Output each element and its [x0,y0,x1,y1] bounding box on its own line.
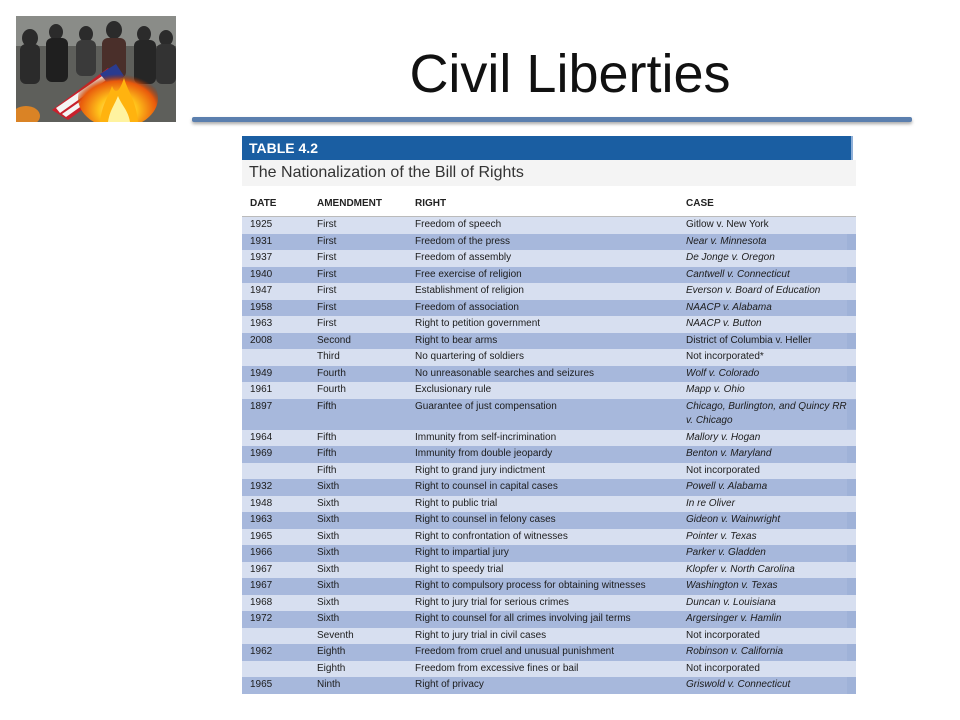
cell-case: Powell v. Alabama [686,481,768,492]
slide-title: Civil Liberties [409,44,731,104]
cell-case: NAACP v. Alabama [686,301,772,313]
cell-amendment: First [317,285,337,296]
cell-case: Washington v. Texas [686,580,778,591]
table-row [242,479,856,496]
cell-right: Right to jury trial in civil cases [415,629,547,641]
cell-right: Freedom of association [415,301,519,313]
title-underline [192,117,912,122]
row-edge [847,250,856,267]
cell-date: 1964 [250,431,273,443]
cell-amendment: First [317,252,337,263]
row-edge [847,578,856,595]
table-number: TABLE 4.2 [242,136,853,160]
table-row [242,611,856,628]
cell-amendment: Sixth [317,580,340,591]
cell-amendment: Sixth [317,497,340,509]
row-edge [847,529,856,546]
cell-amendment: Fourth [317,367,346,379]
cell-right: No quartering of soldiers [415,351,524,362]
cell-case: Gitlow v. New York [686,219,769,230]
row-edge [847,430,856,447]
cell-case: Parker v. Gladden [686,547,766,558]
cell-date: 1967 [250,563,273,575]
cell-right: Right to bear arms [415,334,498,346]
cell-date: 1965 [250,679,273,690]
table-row [242,316,856,333]
cell-amendment: First [317,219,337,230]
cell-amendment: First [317,318,337,329]
table-row [242,446,856,463]
cell-right: Right to jury trial for serious crimes [415,596,569,608]
cell-date [242,628,311,645]
cell-date [242,661,311,678]
row-edge [847,333,856,350]
cell-date: 1931 [250,235,273,247]
table-title: The Nationalization of the Bill of Rights [242,160,856,186]
cell-right: Right to counsel in capital cases [415,481,558,492]
cell-case: Pointer v. Texas [686,530,757,542]
cell-case: De Jonge v. Oregon [686,252,775,263]
header-case: CASE [686,198,714,209]
cell-right: Right to compulsory process for obtaining witnesses [415,580,646,591]
cell-amendment: Sixth [317,481,340,492]
cell-case: In re Oliver [686,497,735,509]
cell-date: 1967 [250,580,273,591]
table-row [242,283,856,300]
cell-case: Gideon v. Wainwright [686,514,781,525]
cell-right: Right to confrontation of witnesses [415,530,568,542]
cell-date: 1962 [250,646,273,657]
table-row [242,644,856,661]
header-amendment: AMENDMENT [317,198,382,209]
cell-right: Freedom of assembly [415,252,512,263]
row-edge [847,661,856,678]
cell-amendment: First [317,301,337,313]
cell-amendment: Fifth [317,431,337,443]
cell-date: 1961 [250,384,273,395]
table-row [242,677,856,694]
cell-case: District of Columbia v. Heller [686,334,812,346]
header-right: RIGHT [415,198,447,209]
table-row [242,545,856,562]
row-edge [847,545,856,562]
cell-right: Freedom of the press [415,235,511,247]
row-edge [847,628,856,645]
cell-case: Not incorporated [686,629,760,641]
cell-case: NAACP v. Button [686,318,762,329]
table-row [242,562,856,579]
cell-date: 1972 [250,613,273,624]
row-edge [847,316,856,333]
cell-case: Chicago, Burlington, and Quincy RR v. Chicago [686,400,847,426]
table-row [242,463,856,480]
row-edge [847,234,856,251]
row-edge [847,300,856,317]
cell-case: Griswold v. Connecticut [686,679,791,690]
cell-right: Exclusionary rule [415,384,492,395]
cell-date: 1965 [250,530,273,542]
row-edge [847,267,856,284]
cell-case: Everson v. Board of Education [686,285,821,296]
cell-case: Benton v. Maryland [686,448,772,459]
cell-amendment: Sixth [317,514,340,525]
row-edge [847,382,856,399]
cell-amendment: Fifth [317,400,337,412]
cell-date: 2008 [250,334,273,346]
cell-date: 1932 [250,481,273,492]
cell-amendment: Sixth [317,596,340,608]
cell-amendment: Ninth [317,679,341,690]
cell-date: 1925 [250,219,273,230]
cell-case: Not incorporated* [686,351,764,362]
row-edge [847,463,856,480]
cell-right: No unreasonable searches and seizures [415,367,594,379]
row-edge [847,446,856,463]
row-edge [847,595,856,612]
row-edge [847,283,856,300]
cell-right: Immunity from double jeopardy [415,448,553,459]
cell-amendment: Sixth [317,530,340,542]
cell-amendment: Eighth [317,662,346,674]
cell-date: 1949 [250,367,273,379]
table-row [242,628,856,645]
cell-amendment: Sixth [317,547,340,558]
cell-right: Right to petition government [415,318,541,329]
row-edge [847,366,856,383]
cell-date: 1968 [250,596,273,608]
cell-right: Right to public trial [415,497,498,509]
table-row [242,366,856,383]
cell-date: 1958 [250,301,273,313]
cell-amendment: Fourth [317,384,346,395]
cell-date: 1940 [250,268,273,280]
row-edge [847,677,856,694]
table-row [242,333,856,350]
table-row [242,578,856,595]
cell-amendment: Fifth [317,464,337,476]
cell-case: Not incorporated [686,464,760,476]
cell-amendment: Eighth [317,646,346,657]
table-row [242,512,856,529]
cell-date: 1963 [250,514,273,525]
cell-amendment: Fifth [317,448,337,459]
cell-case: Robinson v. California [686,646,784,657]
protest-photo [16,16,176,122]
flag-burning-icon [16,16,176,122]
row-edge [847,644,856,661]
cell-right: Establishment of religion [415,285,524,296]
row-edge [847,349,856,366]
row-edge [847,562,856,579]
table-body [242,217,856,694]
cell-amendment: Seventh [317,629,354,641]
cell-right: Right to counsel in felony cases [415,514,556,525]
cell-date: 1897 [250,400,273,412]
nationalization-table [242,136,856,704]
cell-case: Mallory v. Hogan [686,431,761,443]
cell-amendment: Sixth [317,613,340,624]
cell-case: Duncan v. Louisiana [686,596,776,608]
cell-case: Cantwell v. Connecticut [686,268,790,280]
table-row [242,496,856,513]
row-edge [847,512,856,529]
cell-right: Right to counsel for all crimes involving jail terms [415,613,631,624]
table-row [242,529,856,546]
cell-case: Wolf v. Colorado [686,367,760,379]
table-row [242,399,856,430]
cell-amendment: First [317,235,337,247]
cell-case: Near v. Minnesota [686,235,767,247]
cell-case: Mapp v. Ohio [686,384,745,395]
cell-case: Klopfer v. North Carolina [686,563,795,575]
cell-right: Immunity from self-incrimination [415,431,557,443]
table-row [242,349,856,366]
cell-case: Not incorporated [686,662,760,674]
cell-right: Right to grand jury indictment [415,464,546,476]
cell-right: Guarantee of just compensation [415,400,557,412]
table-row [242,382,856,399]
row-edge [847,611,856,628]
cell-right: Right of privacy [415,679,484,690]
cell-right: Freedom from excessive fines or bail [415,662,579,674]
table-header-row [242,192,856,217]
table-row [242,250,856,267]
cell-amendment: Third [317,351,340,362]
row-edge [847,479,856,496]
cell-right: Freedom of speech [415,219,502,230]
table-row [242,595,856,612]
header-date: DATE [250,198,277,209]
cell-right: Free exercise of religion [415,268,522,280]
cell-amendment: Second [317,334,351,346]
cell-amendment: First [317,268,337,280]
table-row [242,430,856,447]
cell-right: Freedom from cruel and unusual punishment [415,646,614,657]
table-row [242,661,856,678]
table-row [242,234,856,251]
cell-date: 1947 [250,285,273,296]
row-edge [847,217,856,234]
cell-right: Right to impartial jury [415,547,509,558]
cell-date: 1969 [250,448,273,459]
cell-date: 1963 [250,318,273,329]
cell-date [242,349,311,366]
row-edge [847,496,856,513]
cell-date [242,463,311,480]
cell-date: 1948 [250,497,273,509]
row-edge [847,400,856,429]
cell-date: 1937 [250,252,273,263]
cell-right: Right to speedy trial [415,563,504,575]
table-row [242,300,856,317]
table-row [242,267,856,284]
table-row [242,217,856,234]
cell-date: 1966 [250,547,273,558]
cell-amendment: Sixth [317,563,340,575]
cell-case: Argersinger v. Hamlin [686,613,782,624]
